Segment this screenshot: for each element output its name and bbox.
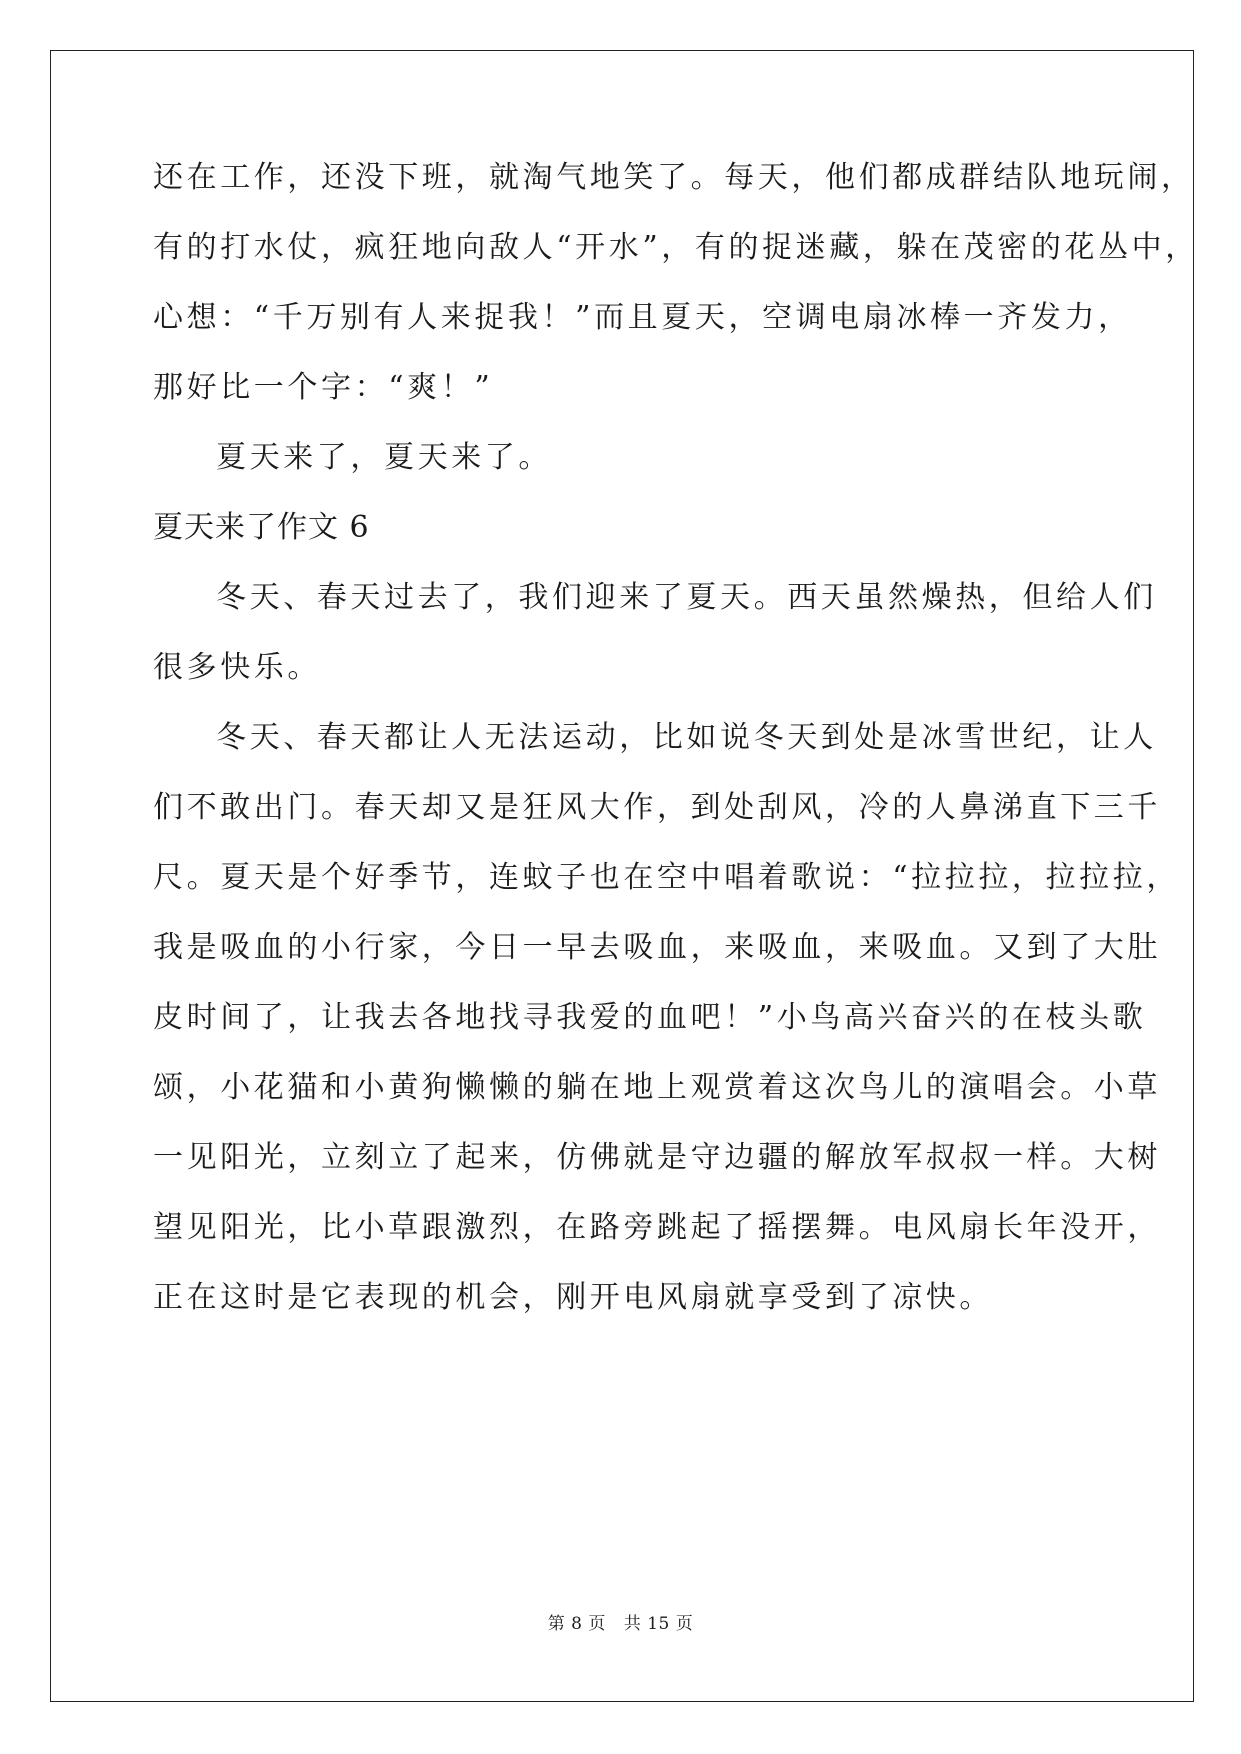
body-line: 皮时间了，让我去各地找寻我爱的血吧！”小鸟高兴奋兴的在枝头歌 bbox=[153, 1000, 1147, 1035]
body-line: 们不敢出门。春天却又是狂风大作，到处刮风，冷的人鼻涕直下三千 bbox=[153, 790, 1161, 825]
body-line: 冬天、春天都让人无法运动，比如说冬天到处是冰雪世纪，让人 bbox=[216, 720, 1157, 755]
body-line: 那好比一个字：“爽！” bbox=[153, 370, 494, 405]
page-number: 第 8 页 bbox=[547, 1614, 606, 1634]
essay-heading: 夏天来了作文 6 bbox=[153, 510, 370, 545]
body-line: 我是吸血的小行家，今日一早去吸血，来吸血，来吸血。又到了大肚 bbox=[153, 930, 1161, 965]
body-line: 有的打水仗，疯狂地向敌人“开水”，有的捉迷藏，躲在茂密的花丛中， bbox=[153, 230, 1199, 265]
body-line: 望见阳光，比小草跟激烈，在路旁跳起了摇摆舞。电风扇长年没开， bbox=[153, 1210, 1161, 1245]
body-line: 心想：“千万别有人来捉我！”而且夏天，空调电扇冰棒一齐发力， bbox=[153, 300, 1132, 335]
body-line: 夏天来了，夏天来了。 bbox=[216, 440, 552, 475]
page-total: 共 15 页 bbox=[623, 1614, 694, 1634]
body-line: 很多快乐。 bbox=[153, 650, 321, 685]
page-footer bbox=[0, 1612, 1241, 1636]
body-line: 颂，小花猫和小黄狗懒懒的躺在地上观赏着这次鸟儿的演唱会。小草 bbox=[153, 1070, 1161, 1105]
body-line: 一见阳光，立刻立了起来，仿佛就是守边疆的解放军叔叔一样。大树 bbox=[153, 1140, 1161, 1175]
body-line: 还在工作，还没下班，就淘气地笑了。每天，他们都成群结队地玩闹， bbox=[153, 160, 1195, 195]
body-line: 冬天、春天过去了，我们迎来了夏天。西天虽然燥热，但给人们 bbox=[216, 580, 1157, 615]
body-line: 尺。夏天是个好季节，连蚊子也在空中唱着歌说：“拉拉拉，拉拉拉， bbox=[153, 860, 1180, 895]
body-line: 正在这时是它表现的机会，刚开电风扇就享受到了凉快。 bbox=[153, 1280, 993, 1315]
